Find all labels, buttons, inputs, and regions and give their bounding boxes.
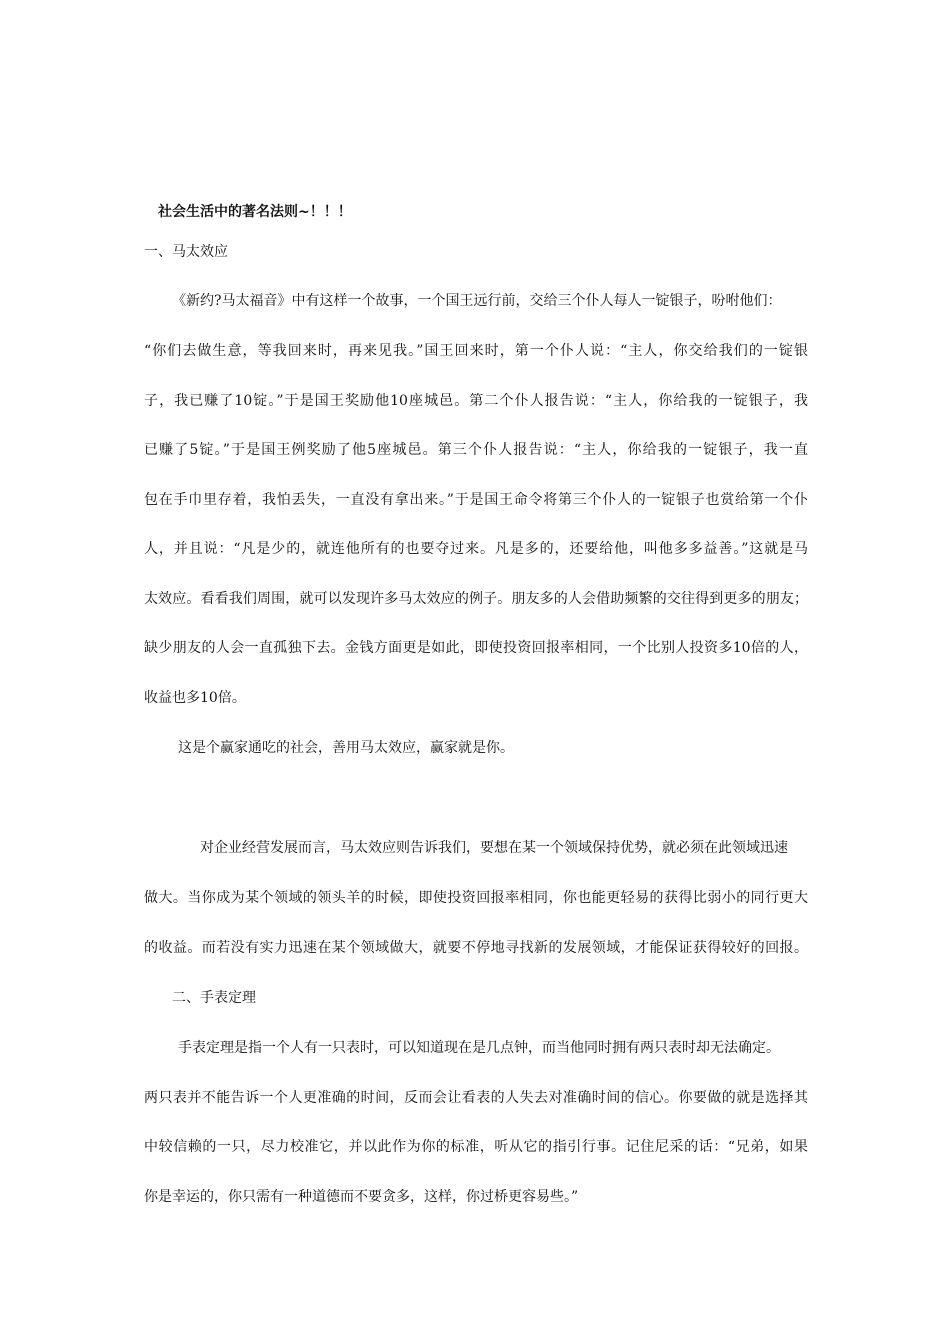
section-heading-watch-law: 二、手表定理 [172, 990, 256, 1006]
paragraph-line: 缺少朋友的人会一直孤独下去。金钱方面更是如此，即使投资回报率相同，一个比别人投资多10倍的人， [144, 640, 808, 656]
paragraph-line: 手表定理是指一个人有一只表时，可以知道现在是几点钟，而当他同时拥有两只表时却无法确定。 [178, 1040, 780, 1056]
section-heading-matthew-effect: 一、马太效应 [144, 244, 228, 260]
paragraph-line: 太效应。看看我们周围，就可以发现许多马太效应的例子。朋友多的人会借助频繁的交往得到更多的朋友； [144, 591, 808, 607]
paragraph-line: 子，我已赚了10锭。”于是国王奖励他10座城邑。第二个仆人报告说：“主人，你给我的一锭银子，我 [144, 393, 808, 409]
paragraph-line: 你是幸运的，你只需有一种道德而不要贪多，这样，你过桥更容易些。” [144, 1189, 579, 1205]
paragraph-line: 收益也多10倍。 [144, 690, 246, 706]
paragraph-line: 人，并且说：“凡是少的，就连他所有的也要夺过来。凡是多的，还要给他，叫他多多益善。”这就是马 [144, 541, 808, 557]
paragraph-line: 这是个赢家通吃的社会，善用马太效应，赢家就是你。 [178, 740, 514, 756]
paragraph-line: 包在手巾里存着，我怕丢失，一直没有拿出来。”于是国王命令将第三个仆人的一锭银子也赏给第一个仆 [144, 492, 808, 508]
paragraph-line: 的收益。而若没有实力迅速在某个领域做大，就要不停地寻找新的发展领域，才能保证获得较好的回报。 [144, 940, 808, 956]
paragraph-line: 《新约?马太福音》中有这样一个故事，一个国王远行前，交给三个仆人每人一锭银子，吩咐他们： [172, 293, 782, 309]
paragraph-line: “你们去做生意，等我回来时，再来见我。”国王回来时，第一个仆人说：“主人，你交给我们的一锭银 [144, 343, 808, 359]
paragraph-line: 做大。当你成为某个领域的领头羊的时候，即使投资回报率相同，你也能更轻易的获得比弱小的同行更大 [144, 890, 808, 906]
paragraph-line: 已赚了5锭。”于是国王例奖励了他5座城邑。第三个仆人报告说：“主人，你给我的一锭银子，我一直 [144, 442, 808, 458]
paragraph-line: 中较信赖的一只，尽力校准它，并以此作为你的标准，听从它的指引行事。记住尼采的话：“兄弟，如果 [144, 1139, 808, 1155]
paragraph-line: 对企业经营发展而言，马太效应则告诉我们，要想在某一个领域保持优势，就必须在此领域迅速 [200, 840, 788, 856]
paragraph-line: 两只表并不能告诉一个人更准确的时间，反而会让看表的人失去对准确时间的信心。你要做的就是选择其 [144, 1090, 808, 1106]
document-title: 社会生活中的著名法则~！！！ [158, 204, 352, 220]
